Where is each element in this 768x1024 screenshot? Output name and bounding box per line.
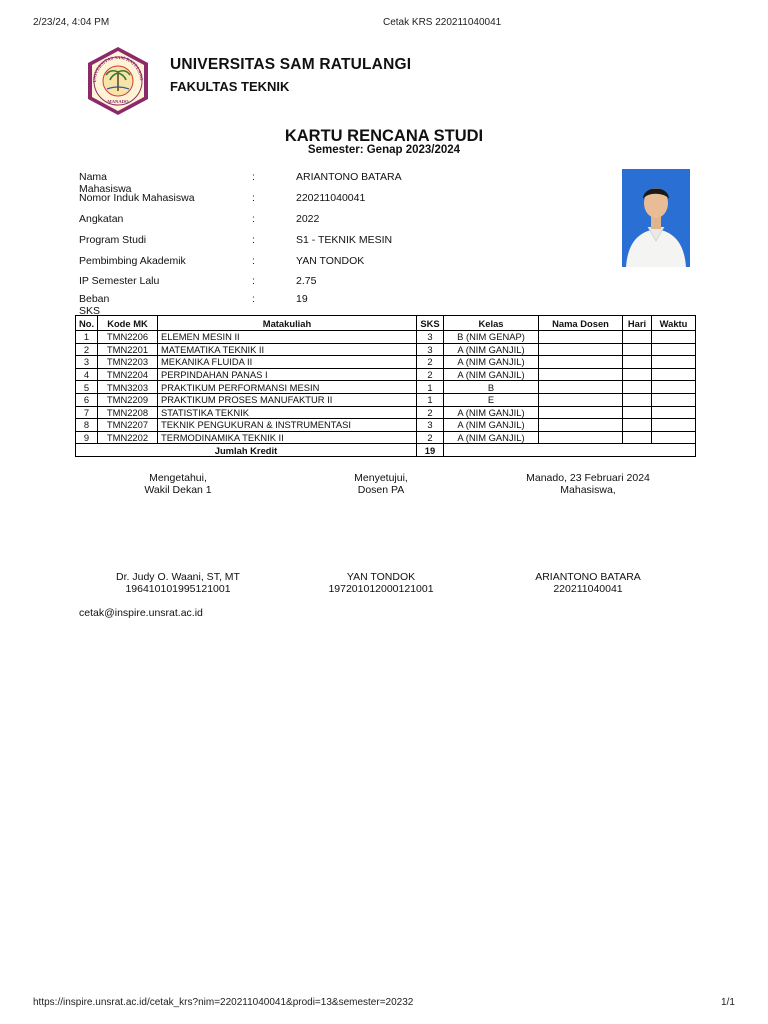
cell-sks: 2 — [417, 368, 444, 381]
table-row — [76, 393, 696, 406]
signature-right-id: 220211040041 — [553, 583, 623, 595]
print-footer-page: 1/1 — [721, 997, 735, 1008]
cell-hari — [623, 406, 652, 419]
cell-sks: 3 — [417, 419, 444, 432]
cell-sks: 3 — [417, 343, 444, 356]
info-label: Program Studi — [79, 234, 147, 246]
col-header-sks: SKS — [417, 316, 444, 331]
info-label: Beban SKS — [79, 293, 110, 317]
info-colon: : — [252, 192, 255, 204]
cell-hari — [623, 331, 652, 344]
table-row — [76, 368, 696, 381]
signature-left-line2: Wakil Dekan 1 — [144, 484, 212, 496]
table-total-row — [76, 444, 696, 457]
cell-sks: 1 — [417, 381, 444, 394]
cell-dosen — [539, 419, 623, 432]
table-row — [76, 381, 696, 394]
cell-sks: 2 — [417, 356, 444, 369]
table-header-row — [76, 316, 696, 331]
course-table — [75, 315, 696, 457]
student-photo-icon — [622, 169, 690, 267]
cell-kode: TMN3203 — [98, 381, 158, 394]
cell-matakuliah: MATEMATIKA TEKNIK II — [158, 343, 417, 356]
signature-center-name: YAN TONDOK — [346, 571, 416, 583]
cell-no: 8 — [76, 419, 98, 432]
svg-text:MANADO: MANADO — [107, 99, 129, 104]
cell-kelas: B — [444, 381, 539, 394]
cell-kode: TMN2203 — [98, 356, 158, 369]
table-row — [76, 343, 696, 356]
info-label: IP Semester Lalu — [79, 275, 160, 287]
info-colon: : — [252, 255, 255, 267]
cell-no: 7 — [76, 406, 98, 419]
contact-email: cetak@inspire.unsrat.ac.id — [79, 607, 203, 619]
print-datetime: 2/23/24, 4:04 PM — [33, 17, 110, 28]
info-value: S1 - TEKNIK MESIN — [296, 234, 393, 246]
cell-hari — [623, 356, 652, 369]
total-sks: 19 — [417, 444, 444, 457]
col-header-kode: Kode MK — [98, 316, 158, 331]
cell-hari — [623, 381, 652, 394]
info-label: Nama Mahasiswa — [79, 171, 132, 195]
cell-kode: TMN2204 — [98, 368, 158, 381]
cell-kelas: A (NIM GANJIL) — [444, 406, 539, 419]
cell-kode: TMN2206 — [98, 331, 158, 344]
table-row — [76, 406, 696, 419]
col-header-hari: Hari — [623, 316, 652, 331]
total-label: Jumlah Kredit — [76, 444, 417, 457]
cell-matakuliah: ELEMEN MESIN II — [158, 331, 417, 344]
cell-waktu — [652, 419, 696, 432]
cell-hari — [623, 368, 652, 381]
cell-kode: TMN2209 — [98, 393, 158, 406]
cell-matakuliah: TEKNIK PENGUKURAN & INSTRUMENTASI — [158, 419, 417, 432]
info-colon: : — [252, 171, 255, 183]
cell-kelas: E — [444, 393, 539, 406]
cell-waktu — [652, 431, 696, 444]
cell-dosen — [539, 368, 623, 381]
signature-right-line2: Mahasiswa, — [560, 484, 616, 496]
table-row — [76, 356, 696, 369]
print-page-title: Cetak KRS 220211040041 — [383, 17, 502, 28]
cell-waktu — [652, 406, 696, 419]
cell-sks: 1 — [417, 393, 444, 406]
document-semester: Semester: Genap 2023/2024 — [307, 144, 461, 156]
signature-left-signer — [68, 571, 288, 595]
cell-matakuliah: TERMODINAMIKA TEKNIK II — [158, 431, 417, 444]
signature-center-id: 197201012000121001 — [328, 583, 434, 595]
info-value: 2022 — [296, 213, 320, 225]
cell-matakuliah: PRAKTIKUM PROSES MANUFAKTUR II — [158, 393, 417, 406]
signature-right-heading — [478, 472, 698, 496]
col-header-no: No. — [76, 316, 98, 331]
info-value: 2.75 — [296, 275, 317, 287]
signature-left-id: 196410101995121001 — [125, 583, 231, 595]
col-header-dosen: Nama Dosen — [539, 316, 623, 331]
table-row — [76, 331, 696, 344]
cell-sks: 2 — [417, 406, 444, 419]
table-row — [76, 431, 696, 444]
cell-dosen — [539, 406, 623, 419]
cell-matakuliah: MEKANIKA FLUIDA II — [158, 356, 417, 369]
cell-dosen — [539, 381, 623, 394]
cell-kode: TMN2207 — [98, 419, 158, 432]
info-label: Nomor Induk Mahasiswa — [79, 192, 195, 204]
cell-waktu — [652, 368, 696, 381]
cell-kode: TMN2208 — [98, 406, 158, 419]
cell-hari — [623, 393, 652, 406]
table-row — [76, 419, 696, 432]
signature-right-line1: Manado, 23 Februari 2024 — [526, 472, 650, 484]
signature-left-line1: Mengetahui, — [149, 472, 207, 484]
cell-no: 2 — [76, 343, 98, 356]
cell-kelas: A (NIM GANJIL) — [444, 431, 539, 444]
info-value: 220211040041 — [296, 192, 366, 204]
signature-right-name: ARIANTONO BATARA — [535, 571, 641, 583]
info-colon: : — [252, 213, 255, 225]
info-label: Angkatan — [79, 213, 124, 225]
cell-kelas: B (NIM GENAP) — [444, 331, 539, 344]
cell-matakuliah: PERPINDAHAN PANAS I — [158, 368, 417, 381]
info-value: 19 — [296, 293, 308, 305]
cell-kelas: A (NIM GANJIL) — [444, 356, 539, 369]
signature-left-name: Dr. Judy O. Waani, ST, MT — [116, 571, 240, 583]
col-header-matakuliah: Matakuliah — [158, 316, 417, 331]
cell-sks: 3 — [417, 331, 444, 344]
cell-waktu — [652, 381, 696, 394]
signature-center-signer — [271, 571, 491, 595]
faculty-name: FAKULTAS TEKNIK — [170, 79, 290, 94]
info-colon: : — [252, 275, 255, 287]
cell-kode: TMN2201 — [98, 343, 158, 356]
cell-dosen — [539, 356, 623, 369]
cell-waktu — [652, 343, 696, 356]
signature-center-heading — [271, 472, 491, 496]
student-photo — [622, 169, 690, 267]
cell-kelas: A (NIM GANJIL) — [444, 419, 539, 432]
total-empty-cell — [444, 444, 696, 457]
cell-no: 4 — [76, 368, 98, 381]
university-seal-icon — [82, 45, 154, 117]
university-seal-logo — [82, 45, 154, 117]
info-value: ARIANTONO BATARA — [296, 171, 402, 183]
cell-kelas: A (NIM GANJIL) — [444, 368, 539, 381]
cell-dosen — [539, 393, 623, 406]
cell-dosen — [539, 431, 623, 444]
cell-matakuliah: PRAKTIKUM PERFORMANSI MESIN — [158, 381, 417, 394]
cell-no: 1 — [76, 331, 98, 344]
print-footer-url: https://inspire.unsrat.ac.id/cetak_krs?nim=220211040041&prodi=13&semester=20232 — [33, 997, 414, 1008]
cell-dosen — [539, 343, 623, 356]
col-header-kelas: Kelas — [444, 316, 539, 331]
info-label: Pembimbing Akademik — [79, 255, 186, 267]
cell-sks: 2 — [417, 431, 444, 444]
cell-kelas: A (NIM GANJIL) — [444, 343, 539, 356]
cell-hari — [623, 343, 652, 356]
cell-waktu — [652, 393, 696, 406]
signature-center-line2: Dosen PA — [357, 484, 405, 496]
university-name: UNIVERSITAS SAM RATULANGI — [170, 56, 412, 73]
cell-no: 3 — [76, 356, 98, 369]
svg-text:UNIVERSITAS SAM RATULANGI: UNIVERSITAS SAM RATULANG — [91, 54, 145, 83]
cell-waktu — [652, 331, 696, 344]
cell-no: 6 — [76, 393, 98, 406]
document-title: KARTU RENCANA STUDI — [284, 127, 484, 145]
cell-matakuliah: STATISTIKA TEKNIK — [158, 406, 417, 419]
cell-no: 9 — [76, 431, 98, 444]
cell-hari — [623, 431, 652, 444]
cell-waktu — [652, 356, 696, 369]
info-colon: : — [252, 293, 255, 305]
signature-left-heading — [68, 472, 288, 496]
info-value: YAN TONDOK — [296, 255, 365, 267]
info-colon: : — [252, 234, 255, 246]
col-header-waktu: Waktu — [652, 316, 696, 331]
cell-kode: TMN2202 — [98, 431, 158, 444]
signature-right-signer — [478, 571, 698, 595]
signature-center-line1: Menyetujui, — [354, 472, 408, 484]
cell-dosen — [539, 331, 623, 344]
cell-hari — [623, 419, 652, 432]
cell-no: 5 — [76, 381, 98, 394]
